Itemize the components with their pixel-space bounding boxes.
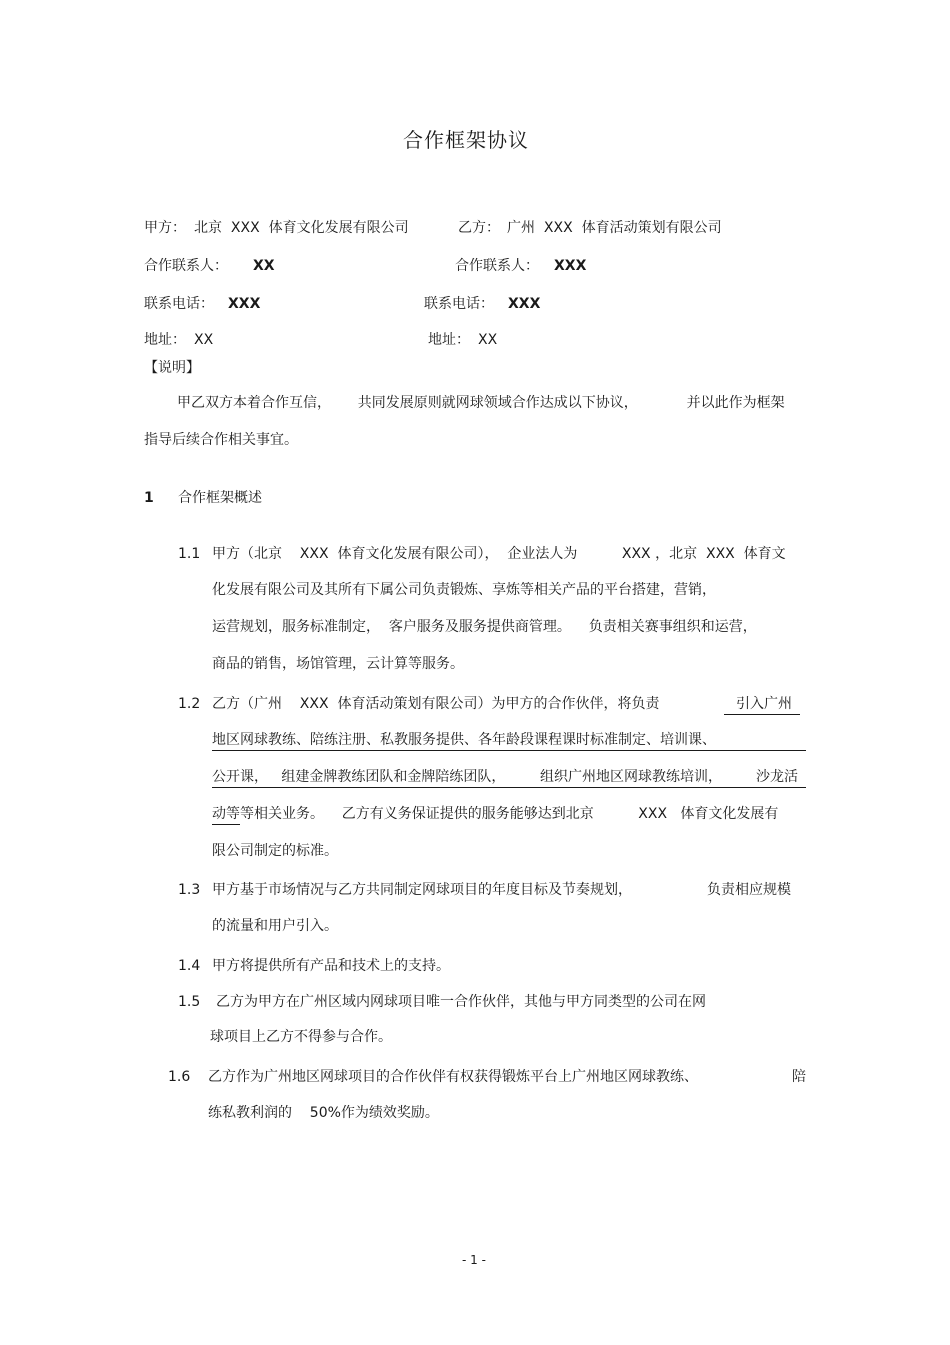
party-a-contact-label: 合作联系人：	[144, 258, 228, 274]
clause-line: 陪	[792, 1069, 806, 1085]
clause-line: 乙方作为广州地区网球项目的合作伙伴有权获得锻炼平台上广州地区网球教练、	[208, 1069, 698, 1085]
section-number: 1	[144, 490, 154, 506]
clause-line: 甲方将提供所有产品和技术上的支持。	[212, 958, 450, 974]
clause-line: 甲方基于市场情况与乙方共同制定网球项目的年度目标及节奏规划，	[212, 882, 632, 898]
clause-line: 负责相应规模	[707, 882, 791, 898]
party-b-contact-label: 合作联系人：	[455, 258, 539, 274]
explanation-line-2: 指导后续合作相关事宜。	[144, 432, 298, 448]
party-b-phone-label: 联系电话：	[424, 296, 494, 312]
document-title: 合作框架协议	[403, 128, 529, 152]
clause-underlined-text: 引入广州	[724, 694, 800, 715]
party-a-address-label: 地址：	[144, 332, 186, 348]
party-b-address-label: 地址：	[428, 332, 470, 348]
clause-number: 1.6	[168, 1069, 191, 1085]
clause-line: 乙方为甲方在广州区域内网球项目唯一合作伙伴，其他与甲方同类型的公司在网	[216, 994, 706, 1010]
clause-line: 化发展有限公司及其所有下属公司负责锻炼、享炼等相关产品的平台搭建，营销，	[212, 582, 716, 598]
page-number: - 1 -	[462, 1253, 486, 1267]
party-a-contact: XX	[253, 258, 275, 274]
clause-line: 练私教利润的 50%作为绩效奖励。	[208, 1105, 439, 1121]
clause-underlined-text: 动等	[212, 804, 240, 825]
clause-line: 公开课， 组建金牌教练团队和金牌陪练团队，	[212, 769, 506, 785]
party-b-name: 广州 XXX 体育活动策划有限公司	[507, 220, 722, 236]
party-a-address: XX	[194, 332, 214, 348]
party-a-name: 北京 XXX 体育文化发展有限公司	[194, 220, 409, 236]
clause-number: 1.3	[178, 882, 201, 898]
party-a-phone: XXX	[228, 296, 261, 312]
clause-line: 商品的销售，场馆管理，云计算等服务。	[212, 656, 464, 672]
clause-line: 乙方（广州 XXX 体育活动策划有限公司）为甲方的合作伙伴，将负责	[212, 696, 660, 712]
party-b-name-label: 乙方：	[458, 220, 500, 236]
clause-underlined-text: 沙龙活	[756, 767, 798, 788]
clause-line: 的流量和用户引入。	[212, 918, 338, 934]
party-b-address: XX	[478, 332, 498, 348]
explanation-heading: 【说明】	[144, 360, 200, 376]
clause-number: 1.5	[178, 994, 201, 1010]
section-title: 合作框架概述	[178, 490, 262, 506]
clause-line: 运营规划，服务标准制定， 客户服务及服务提供商管理。 负责相关赛事组织和运营，	[212, 619, 757, 635]
clause-number: 1.1	[178, 546, 201, 562]
party-b-contact: XXX	[554, 258, 587, 274]
party-a-name-label: 甲方：	[144, 220, 186, 236]
underline-rule	[212, 787, 806, 788]
clause-underlined-text: 组织广州地区网球教练培训，	[540, 767, 722, 788]
clause-number: 1.4	[178, 958, 201, 974]
clause-line: 限公司制定的标准。	[212, 843, 338, 859]
clause-line: 地区网球教练、陪练注册、私教服务提供、各年龄段课程课时标准制定、培训课、	[212, 730, 806, 751]
clause-number: 1.2	[178, 696, 201, 712]
clause-line: 甲方（北京 XXX 体育文化发展有限公司）， 企业法人为 XXX ，北京 XXX 体育文	[212, 546, 786, 562]
party-a-phone-label: 联系电话：	[144, 296, 214, 312]
party-b-phone: XXX	[508, 296, 541, 312]
clause-line: 等相关业务。 乙方有义务保证提供的服务能够达到北京 XXX 体育文化发展有	[240, 806, 779, 822]
explanation-line-1: 甲乙双方本着合作互信， 共同发展原则就网球领域合作达成以下协议， 并以此作为框架	[177, 395, 785, 411]
clause-line: 球项目上乙方不得参与合作。	[210, 1029, 392, 1045]
